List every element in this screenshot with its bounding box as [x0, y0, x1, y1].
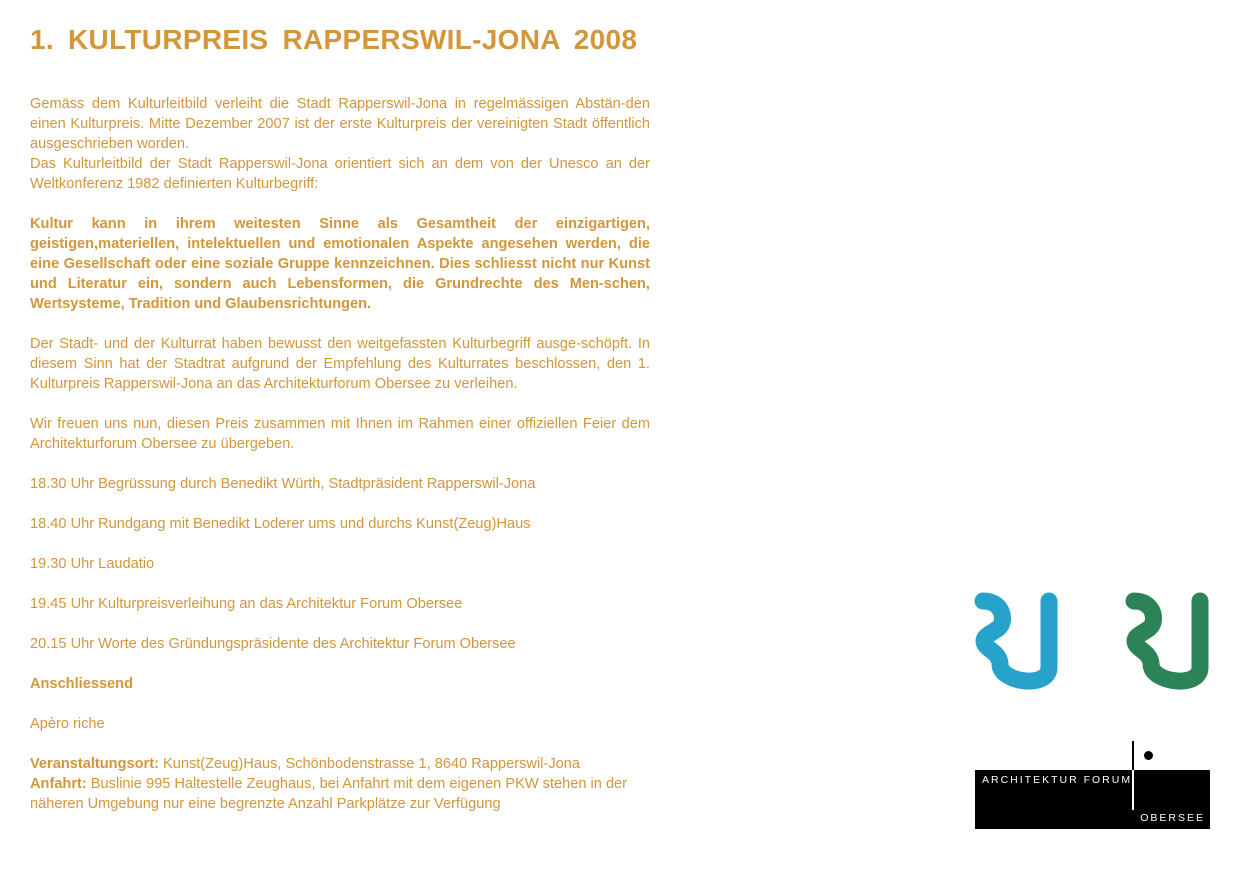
architektur-forum-logo [975, 741, 1211, 829]
directions-label: Anfahrt: [30, 776, 87, 792]
directions-line [30, 774, 650, 814]
rj-logo-blue-icon [983, 601, 1049, 681]
venue-line [30, 754, 650, 774]
venue-text: Kunst(Zeug)Haus, Schönbodenstrasse 1, 8640 Rapperswil-Jona [158, 756, 580, 772]
page-title: 1. KULTURPREIS RAPPERSWIL-JONA 2008 [30, 24, 638, 55]
program-item: 20.15 Uhr Worte des Gründungspräsidente des Architektur Forum Obersee [30, 636, 516, 652]
program-item: 18.40 Uhr Rundgang mit Benedikt Loderer ums und durchs Kunst(Zeug)Haus [30, 516, 531, 532]
program-item: 19.45 Uhr Kulturpreisverleihung an das Architektur Forum Obersee [30, 596, 463, 612]
logo-text-line1: ARCHITEKTUR FORUM [982, 774, 1133, 786]
venue-label: Veranstaltungsort: [30, 756, 159, 772]
intro-paragraph-1: Gemäss dem Kulturleitbild verleiht die Stadt Rapperswil-Jona in regelmässigen Abstän-den einen Kulturpreis. Mitte Dezember 2007 ist der erste Kulturpreis der vereinigten Stadt öffentlich ausgeschrieben worden. [30, 96, 650, 152]
decision-paragraph: Der Stadt- und der Kulturrat haben bewusst den weitgefassten Kulturbegriff ausge-schöpft. In diesem Sinn hat der Stadtrat aufgrund der Empfehlung des Kulturrates beschlossen, den 1. Kulturpreis Rapperswil-Jona an das Architekturforum Obersee zu verleihen. [30, 336, 650, 392]
directions-text: Buslinie 995 Haltestelle Zeughaus, bei Anfahrt mit dem eigenen PKW stehen in der näheren Umgebung nur eine begrenzte Anzahl Parkplätze zur Verfügung [30, 776, 628, 812]
logo-dot-icon [1144, 751, 1153, 760]
program-item: 19.30 Uhr Laudatio [30, 556, 155, 572]
unesco-quote: Kultur kann in ihrem weitesten Sinne als Gesamtheit der einzigartigen, geistigen,materiellen, intelektuellen und emotionalen Aspekte angesehen werden, die eine Gesellschaft oder eine soziale Gruppe kennzeichnen. Dies schliesst nicht nur Kunst und Literatur ein, sondern auch Lebensformen, die Grundrechte des Men-schen, Wertsysteme, Tradition und Glaubensrichtungen. [30, 216, 650, 312]
content-column [30, 94, 650, 814]
invitation-paragraph: Wir freuen uns nun, diesen Preis zusammen mit Ihnen im Rahmen einer offiziellen Feier dem Architekturforum Obersee zu übergeben. [30, 416, 650, 452]
afterwards-heading: Anschliessend [30, 676, 134, 692]
logo-text-line2: OBERSEE [1140, 812, 1205, 824]
rj-logo-green-icon [1134, 601, 1200, 681]
logo-vertical-line-inner [1132, 770, 1134, 810]
rj-logo-icon [970, 588, 1215, 700]
program-item: 18.30 Uhr Begrüssung durch Benedikt Würth, Stadtpräsident Rapperswil-Jona [30, 476, 536, 492]
afterwards-text: Apèro riche [30, 716, 105, 732]
intro-paragraph-2: Das Kulturleitbild der Stadt Rapperswil-Jona orientiert sich an dem von der Unesco an der Weltkonferenz 1982 definierten Kulturbegriff: [30, 156, 650, 192]
